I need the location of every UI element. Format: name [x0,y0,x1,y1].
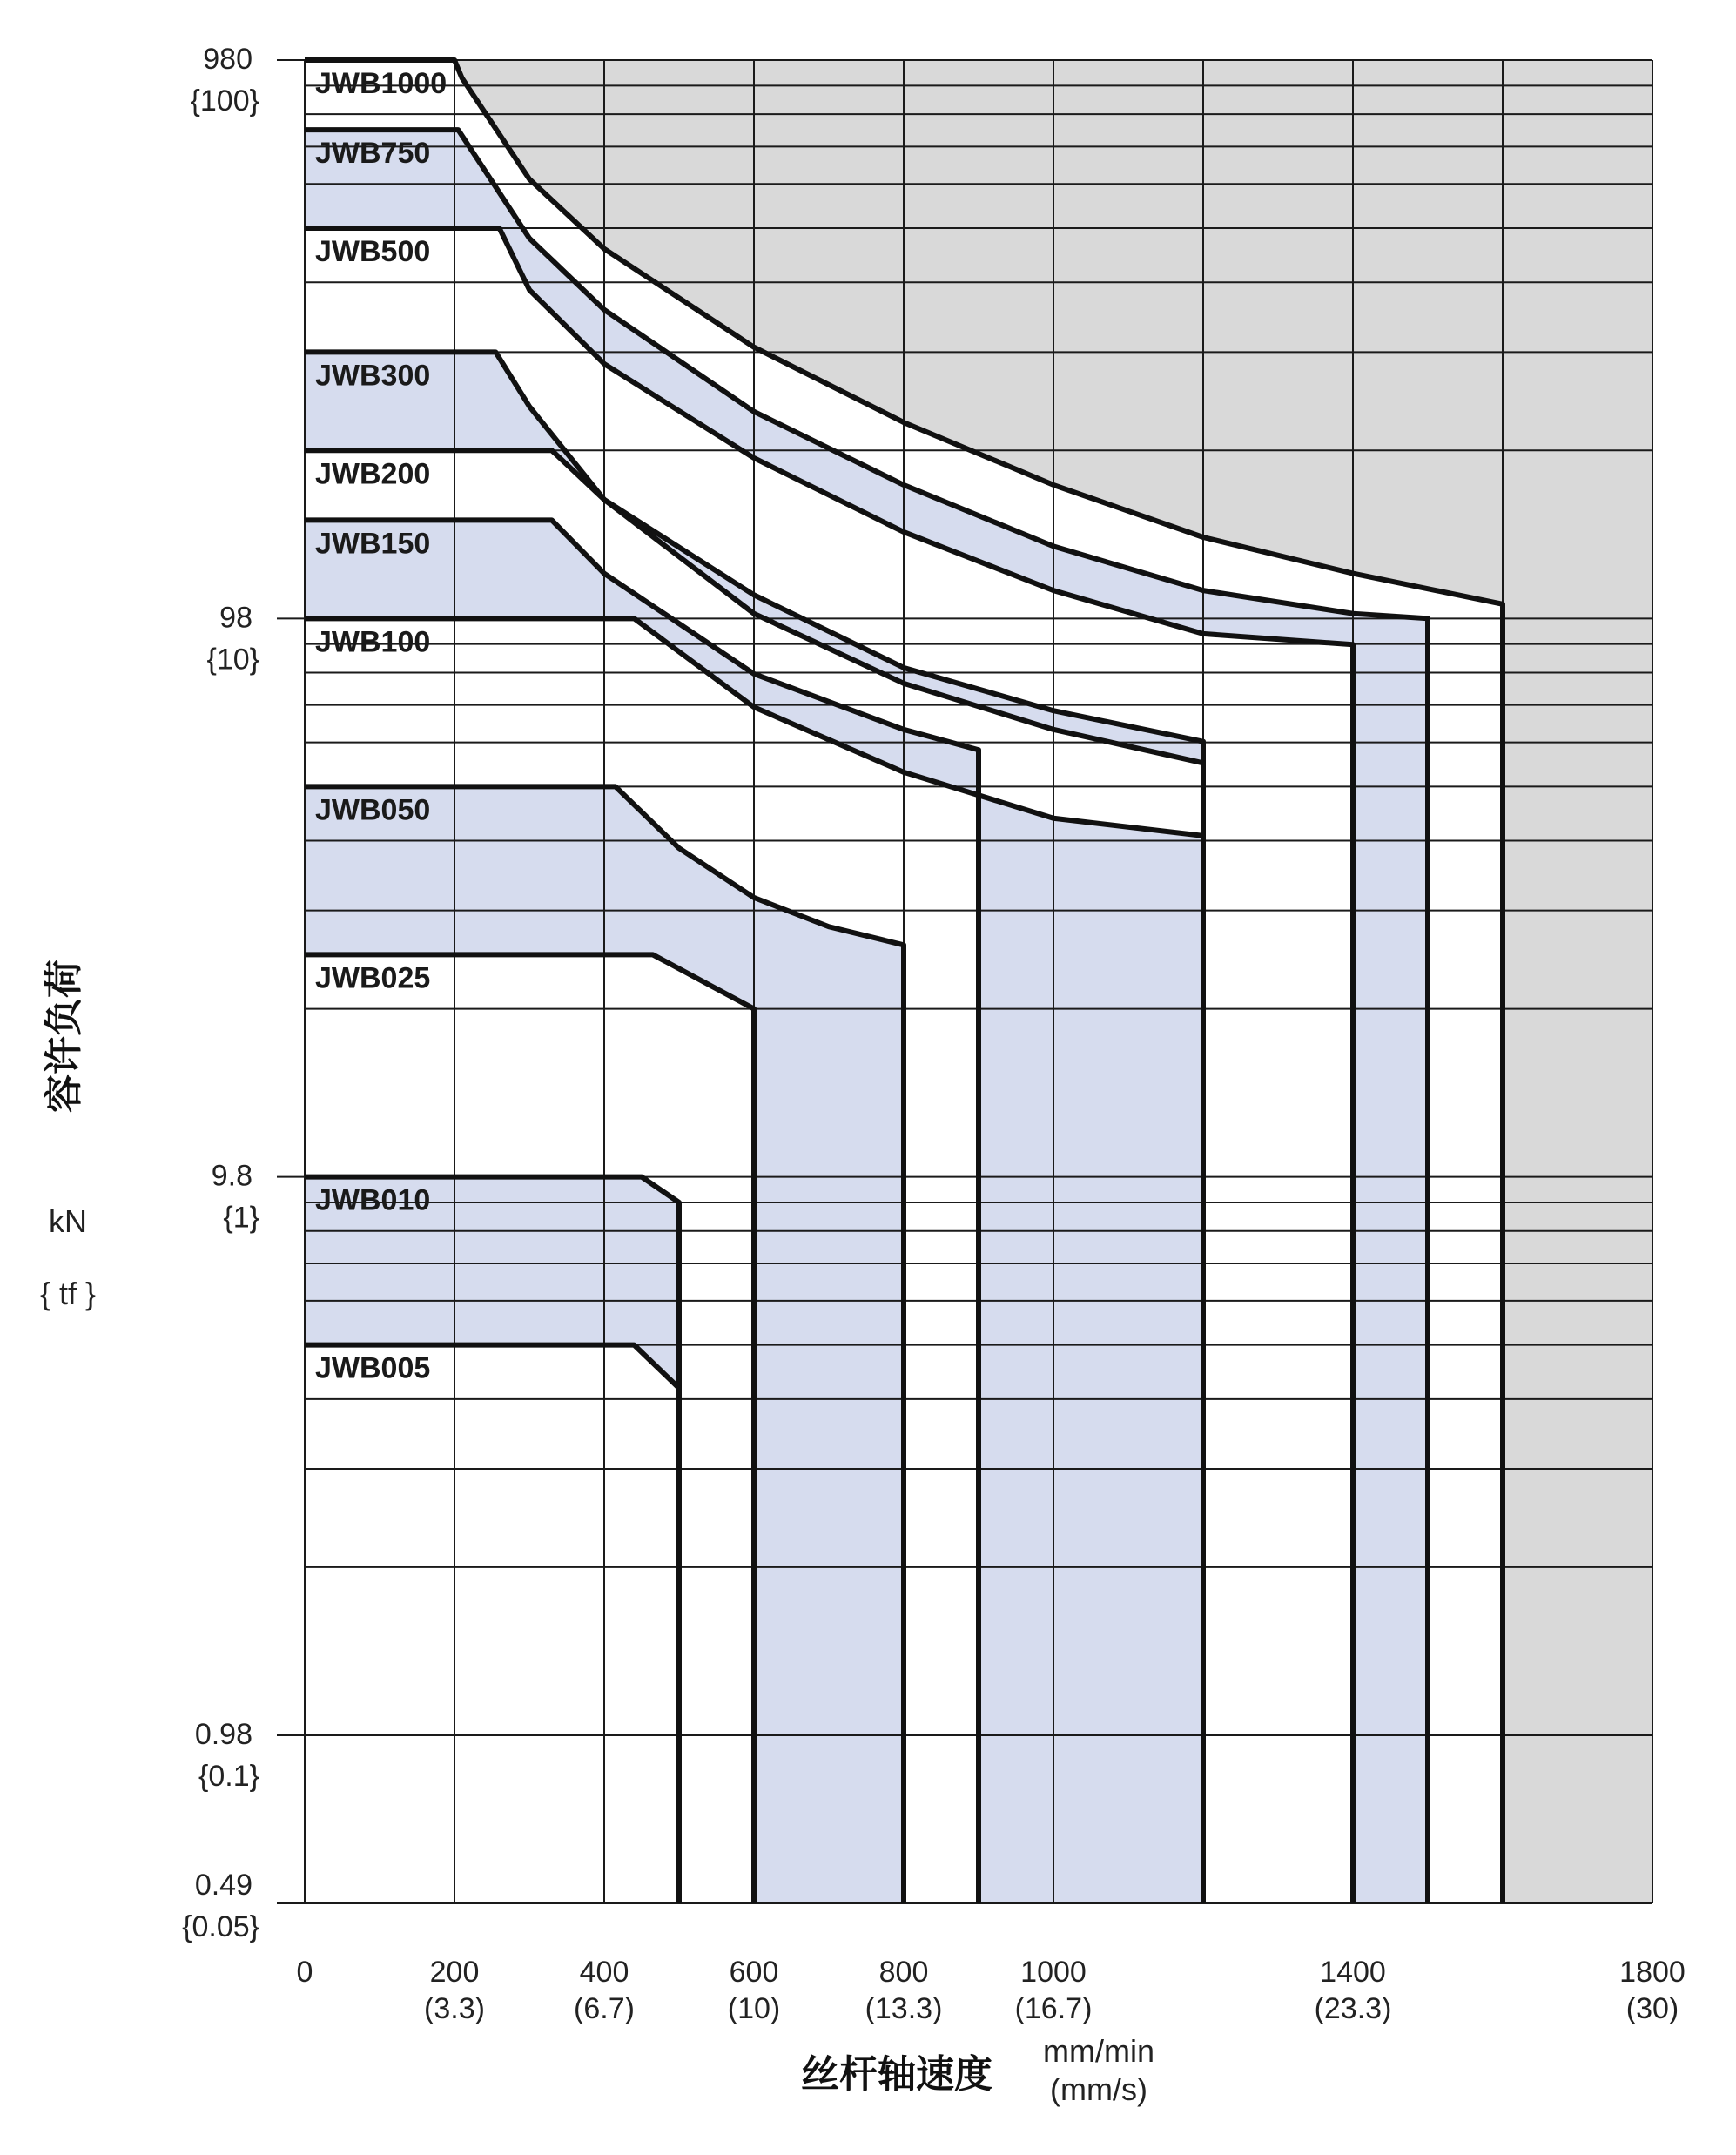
y-tick-sublabel: {1} [223,1201,259,1235]
series-label-jwb050: JWB050 [315,793,431,827]
x-tick-label: 1800 [1619,1956,1686,1989]
y-tick-label: 0.49 [194,1869,252,1902]
y-axis-title: 容许负荷 [42,960,86,1113]
y-axis-unit: kN [49,1203,87,1239]
y-axis-unit-secondary: { tf } [39,1276,97,1311]
y-tick-label: 98 [219,601,252,635]
series-label-jwb100: JWB100 [315,625,431,659]
x-tick-label: 0 [296,1956,313,1989]
x-tick-sublabel: (10) [727,1992,781,2025]
series-label-jwb025: JWB025 [315,961,431,995]
y-tick-label: 0.98 [194,1717,252,1751]
x-tick-sublabel: (16.7) [1014,1992,1093,2025]
series-label-jwb005: JWB005 [315,1351,431,1385]
y-tick-sublabel: {0.05} [182,1910,259,1943]
series-label-jwb200: JWB200 [315,457,431,491]
series-label-jwb300: JWB300 [315,359,431,393]
series-label-jwb500: JWB500 [315,235,431,269]
x-axis-unit: mm/min [1043,2033,1154,2069]
x-tick-label: 600 [729,1956,779,1989]
x-tick-label: 800 [878,1956,929,1989]
series-label-jwb150: JWB150 [315,527,431,561]
x-tick-sublabel: (6.7) [574,1992,635,2025]
x-tick-label: 1000 [1020,1956,1087,1989]
series-label-jwb010: JWB010 [315,1183,431,1217]
series-label-jwb1000: JWB1000 [315,67,447,100]
y-tick-label: 980 [203,43,252,76]
y-tick-sublabel: {100} [190,84,259,118]
x-axis-unit-secondary: (mm/s) [1050,2071,1147,2107]
x-tick-sublabel: (23.3) [1314,1992,1392,2025]
y-tick-sublabel: {0.1} [198,1759,259,1793]
y-tick-sublabel: {10} [206,643,259,677]
x-tick-label: 400 [579,1956,629,1989]
x-tick-sublabel: (13.3) [865,1992,943,2025]
x-tick-sublabel: (3.3) [424,1992,485,2025]
y-tick-label: 9.8 [211,1159,252,1193]
x-tick-label: 1400 [1320,1956,1386,1989]
x-tick-label: 200 [429,1956,480,1989]
x-axis-title: 丝杆轴速度 [801,2052,992,2097]
x-tick-sublabel: (30) [1625,1992,1679,2025]
series-label-jwb750: JWB750 [315,137,431,171]
